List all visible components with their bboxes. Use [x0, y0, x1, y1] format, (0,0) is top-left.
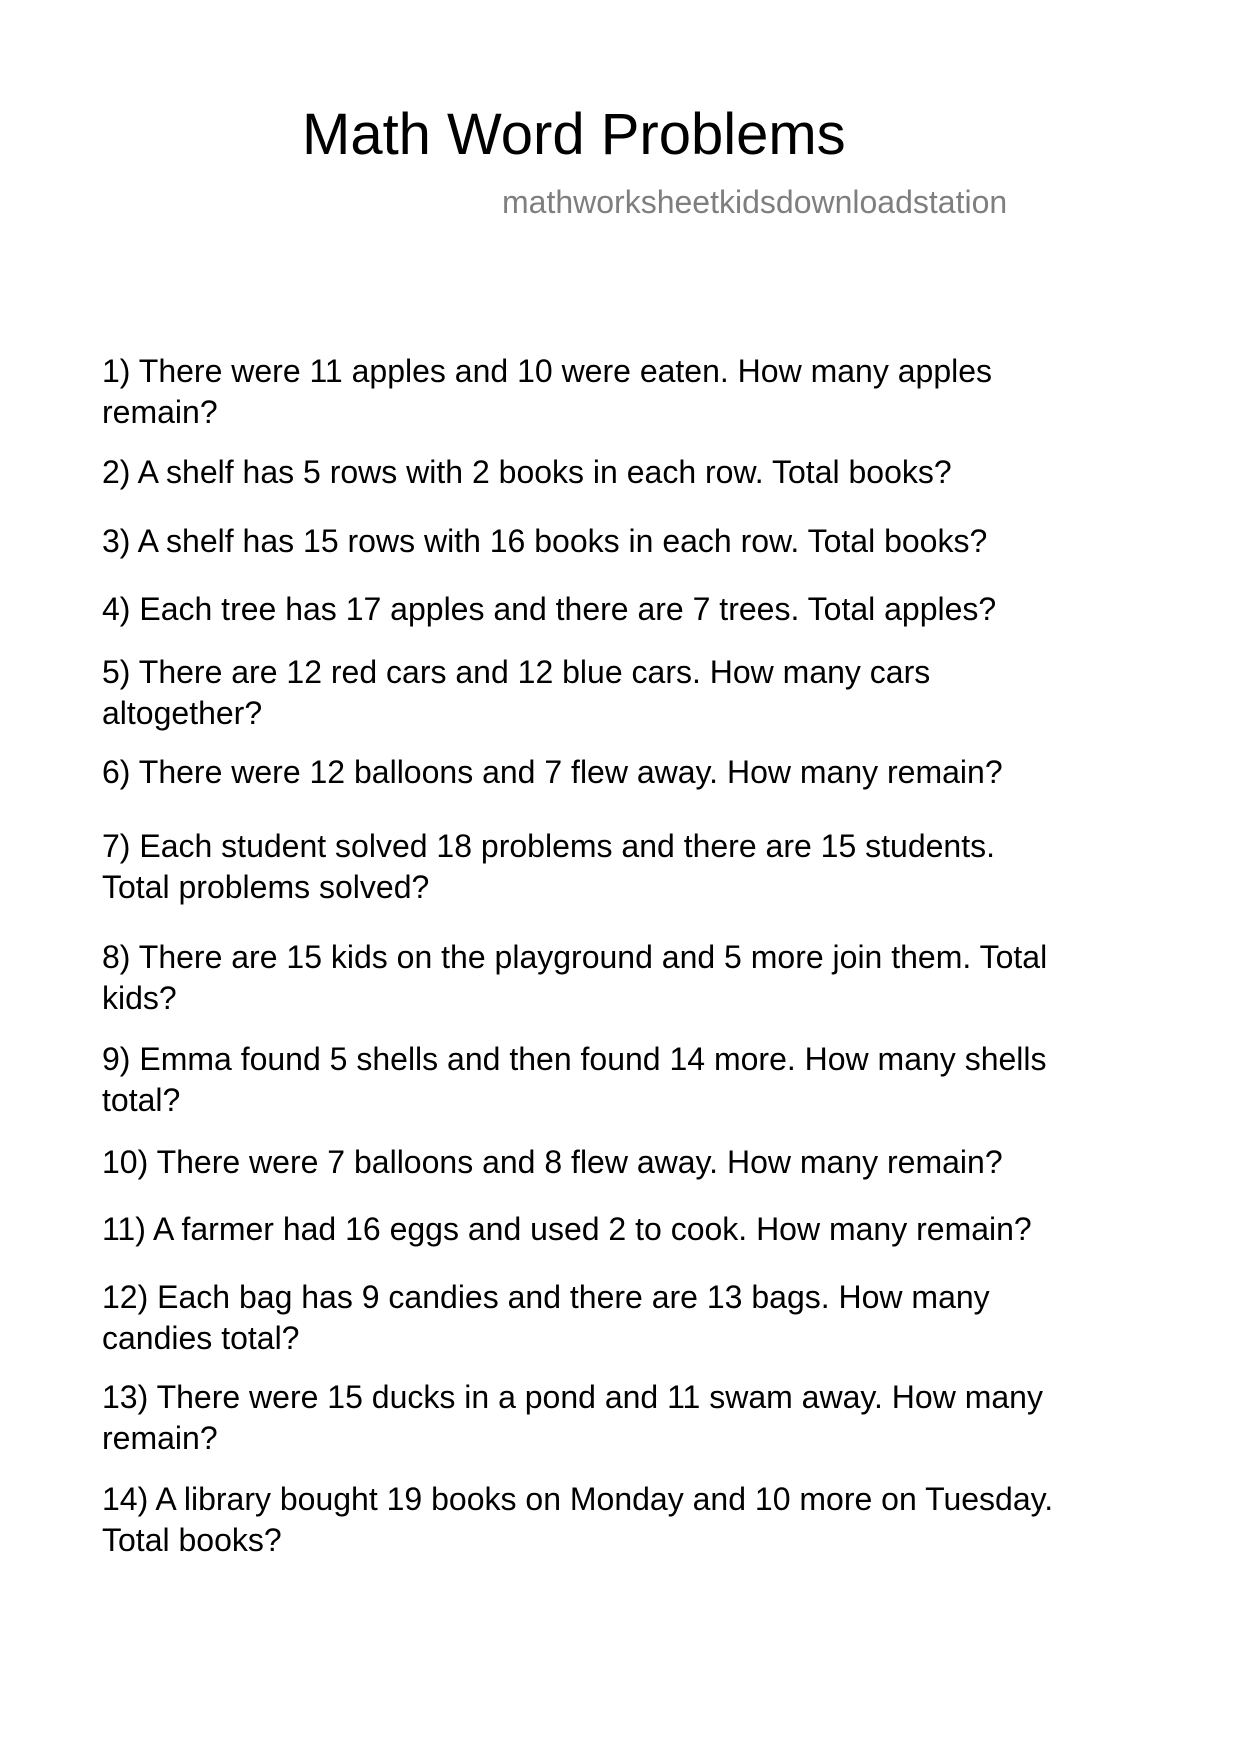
problem-line: 9) Emma found 5 shells and then found 14 more. How many shells — [102, 1041, 1047, 1077]
problem-item — [102, 1039, 1202, 1121]
problem-line: 13) There were 15 ducks in a pond and 11 swam away. How many — [102, 1379, 1043, 1415]
problem-line: candies total? — [102, 1320, 300, 1356]
problem-item — [102, 1209, 1202, 1250]
problem-item — [102, 589, 1202, 630]
problem-item — [102, 1479, 1202, 1561]
problem-line: 5) There are 12 red cars and 12 blue cars. How many cars — [102, 654, 931, 690]
page-title: Math Word Problems — [302, 102, 846, 167]
problem-item — [102, 1377, 1202, 1459]
problem-line: Total books? — [102, 1522, 282, 1558]
problem-line: Total problems solved? — [102, 869, 430, 905]
problem-item — [102, 652, 1202, 734]
problem-line: 6) There were 12 balloons and 7 flew away. How many remain? — [102, 754, 1003, 790]
problem-line: remain? — [102, 1420, 218, 1456]
problem-line: altogether? — [102, 695, 263, 731]
problem-item — [102, 521, 1202, 562]
problem-item — [102, 351, 1202, 433]
page-subtitle: mathworksheetkidsdownloadstation — [502, 184, 1008, 220]
problem-line: remain? — [102, 394, 218, 430]
problem-item — [102, 452, 1202, 493]
problem-item — [102, 752, 1202, 793]
problem-line: 11) A farmer had 16 eggs and used 2 to cook. How many remain? — [102, 1211, 1032, 1247]
problem-line: 12) Each bag has 9 candies and there are 13 bags. How many — [102, 1279, 990, 1315]
problem-line: total? — [102, 1082, 181, 1118]
problem-line: 8) There are 15 kids on the playground and 5 more join them. Total — [102, 939, 1048, 975]
problem-line: 7) Each student solved 18 problems and there are 15 students. — [102, 828, 995, 864]
problem-line: 14) A library bought 19 books on Monday and 10 more on Tuesday. — [102, 1481, 1054, 1517]
problem-line: 3) A shelf has 15 rows with 16 books in each row. Total books? — [102, 523, 988, 559]
problem-line: 1) There were 11 apples and 10 were eaten. How many apples — [102, 353, 993, 389]
problem-line: 4) Each tree has 17 apples and there are 7 trees. Total apples? — [102, 591, 997, 627]
problem-item — [102, 937, 1202, 1019]
problem-line: 2) A shelf has 5 rows with 2 books in each row. Total books? — [102, 454, 952, 490]
problem-item — [102, 1142, 1202, 1183]
problem-item — [102, 1277, 1202, 1359]
problem-line: kids? — [102, 980, 177, 1016]
problem-item — [102, 826, 1202, 908]
problem-line: 10) There were 7 balloons and 8 flew away. How many remain? — [102, 1144, 1003, 1180]
